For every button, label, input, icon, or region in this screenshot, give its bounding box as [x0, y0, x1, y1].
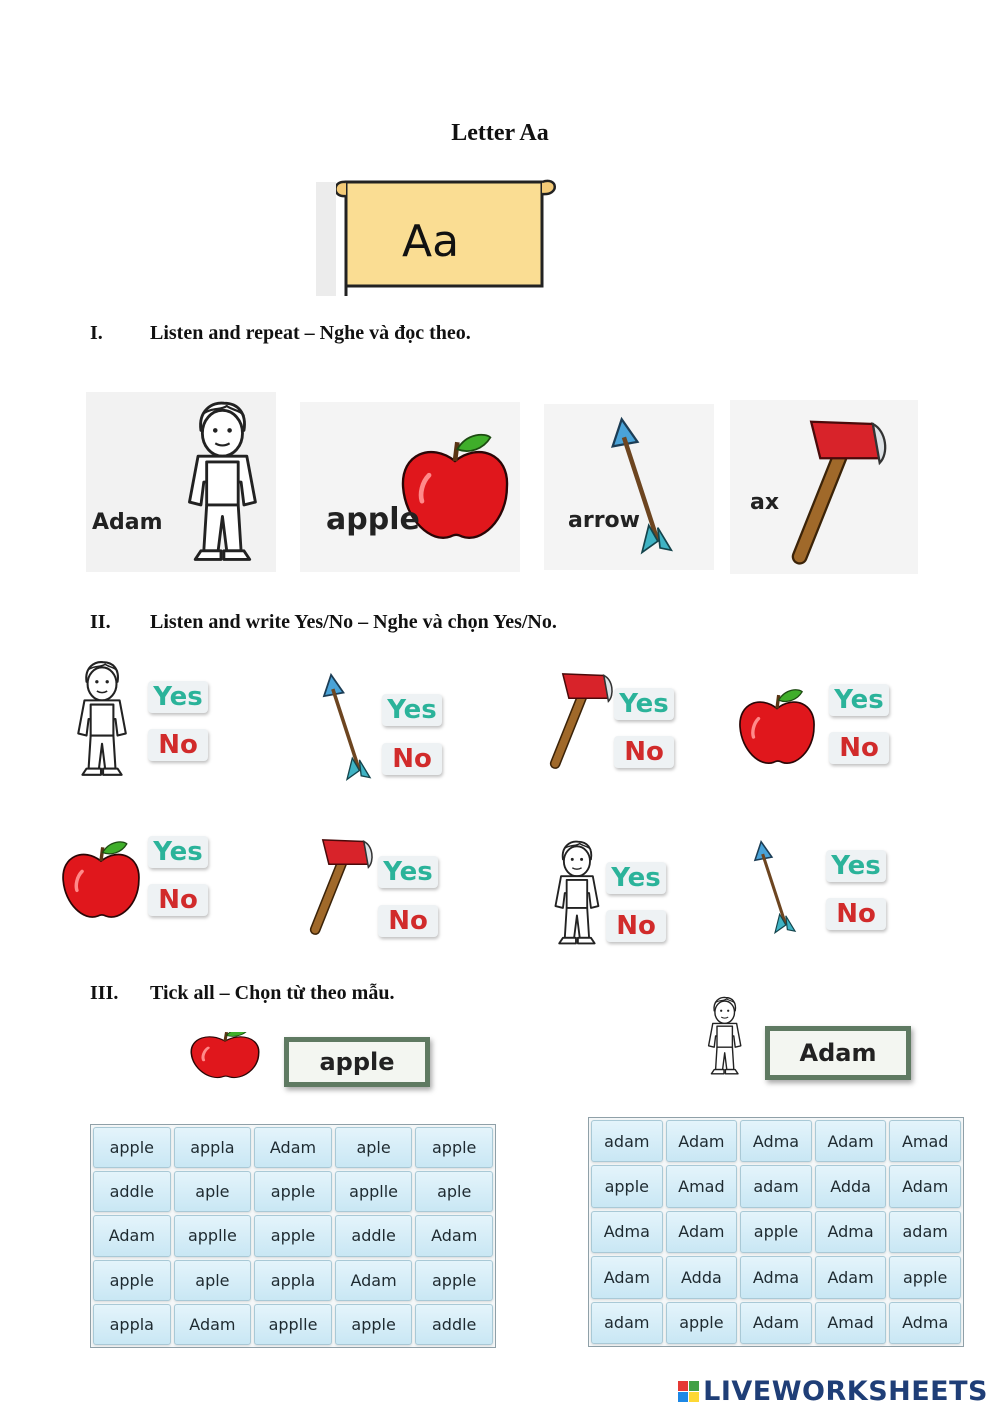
vocab-adam: [86, 392, 276, 572]
word-cell[interactable]: appla: [254, 1260, 332, 1301]
yesno-item: [310, 660, 470, 790]
word-cell[interactable]: Amad: [666, 1165, 738, 1207]
word-cell[interactable]: applle: [174, 1215, 252, 1256]
word-cell[interactable]: aple: [415, 1171, 493, 1212]
vocab-apple: [300, 402, 520, 572]
yesno-item: [540, 660, 700, 790]
vocab-ax: [730, 400, 918, 574]
section-number: II.: [90, 611, 111, 633]
no-button[interactable]: No: [606, 910, 666, 942]
boy-icon: [70, 657, 132, 781]
word-cell[interactable]: Adam: [815, 1120, 887, 1162]
logo-icon: [678, 1381, 699, 1402]
word-cell[interactable]: apple: [335, 1304, 413, 1345]
yesno-item: [300, 828, 460, 948]
word-cell[interactable]: apple: [889, 1256, 961, 1298]
word-cell[interactable]: Adam: [815, 1256, 887, 1298]
word-cell[interactable]: Adda: [666, 1256, 738, 1298]
no-button[interactable]: No: [148, 729, 208, 761]
word-cell[interactable]: apple: [591, 1165, 663, 1207]
example-word-apple: apple: [284, 1037, 430, 1087]
vocab-label: apple: [326, 502, 420, 537]
brand-name: LIVEWORKSHEETS: [703, 1376, 988, 1407]
word-cell[interactable]: addle: [335, 1215, 413, 1256]
arrow-icon: [750, 834, 800, 942]
word-cell[interactable]: Adam: [591, 1256, 663, 1298]
word-cell[interactable]: Adam: [666, 1120, 738, 1162]
section-3-heading: [90, 982, 610, 1008]
word-cell[interactable]: Adma: [815, 1211, 887, 1253]
yes-button[interactable]: Yes: [614, 688, 674, 720]
word-cell[interactable]: Adam: [666, 1211, 738, 1253]
no-button[interactable]: No: [826, 898, 886, 930]
word-cell[interactable]: addle: [93, 1171, 171, 1212]
word-cell[interactable]: applle: [335, 1171, 413, 1212]
word-cell[interactable]: Adma: [740, 1256, 812, 1298]
word-cell[interactable]: aple: [174, 1171, 252, 1212]
boy-icon: [698, 994, 750, 1078]
word-cell[interactable]: adam: [740, 1165, 812, 1207]
word-cell[interactable]: Adda: [815, 1165, 887, 1207]
yes-button[interactable]: Yes: [606, 862, 666, 894]
word-cell[interactable]: adam: [591, 1302, 663, 1344]
word-cell[interactable]: Adam: [889, 1165, 961, 1207]
yesno-item: [735, 668, 905, 778]
word-cell[interactable]: Adam: [93, 1215, 171, 1256]
section-text: Tick all – Chọn từ theo mẫu.: [150, 982, 395, 1004]
yes-button[interactable]: Yes: [826, 850, 886, 882]
word-cell[interactable]: Adam: [174, 1304, 252, 1345]
word-grid-right: [588, 1117, 964, 1347]
word-cell[interactable]: addle: [415, 1304, 493, 1345]
word-cell[interactable]: adam: [889, 1211, 961, 1253]
vocab-label: arrow: [568, 508, 640, 533]
word-cell[interactable]: Adma: [740, 1120, 812, 1162]
yesno-item: [58, 830, 228, 930]
no-button[interactable]: No: [382, 743, 442, 775]
ax-icon: [540, 662, 616, 774]
ax-icon: [300, 828, 376, 940]
word-cell[interactable]: apple: [254, 1215, 332, 1256]
apple-icon: [58, 836, 144, 924]
yesno-item: [548, 834, 708, 954]
word-cell[interactable]: Amad: [889, 1120, 961, 1162]
word-cell[interactable]: apple: [740, 1211, 812, 1253]
ax-icon: [774, 408, 894, 568]
apple-icon: [396, 404, 514, 570]
section-1-heading: [90, 322, 790, 348]
word-cell[interactable]: Adma: [591, 1211, 663, 1253]
scroll-banner: [316, 168, 560, 296]
word-cell[interactable]: Amad: [815, 1302, 887, 1344]
arrow-icon: [606, 408, 678, 566]
no-button[interactable]: No: [829, 732, 889, 764]
arrow-icon: [318, 666, 376, 790]
no-button[interactable]: No: [378, 905, 438, 937]
page-title: Letter Aa: [451, 120, 549, 146]
word-cell[interactable]: Adma: [889, 1302, 961, 1344]
yesno-item: [750, 834, 910, 944]
section-text: Listen and repeat – Nghe và đọc theo.: [150, 322, 471, 344]
word-cell[interactable]: aple: [174, 1260, 252, 1301]
word-cell[interactable]: appla: [174, 1127, 252, 1168]
yes-button[interactable]: Yes: [829, 684, 889, 716]
apple-icon: [735, 684, 819, 770]
yes-button[interactable]: Yes: [382, 694, 442, 726]
word-cell[interactable]: Adam: [740, 1302, 812, 1344]
yes-button[interactable]: Yes: [148, 836, 208, 868]
section-text: Listen and write Yes/No – Nghe và chọn Yes/No.: [150, 611, 557, 633]
boy-icon: [548, 834, 604, 952]
no-button[interactable]: No: [614, 736, 674, 768]
section-2-heading: [90, 611, 850, 637]
word-cell[interactable]: Adam: [415, 1215, 493, 1256]
word-cell[interactable]: appla: [93, 1304, 171, 1345]
word-grid-left: [90, 1124, 496, 1348]
word-cell[interactable]: apple: [93, 1260, 171, 1301]
word-cell[interactable]: adam: [591, 1120, 663, 1162]
word-cell[interactable]: apple: [415, 1127, 493, 1168]
boy-icon: [178, 396, 264, 568]
word-cell[interactable]: Adam: [335, 1260, 413, 1301]
yesno-item: [70, 655, 230, 785]
word-cell[interactable]: aple: [335, 1127, 413, 1168]
yes-button[interactable]: Yes: [378, 856, 438, 888]
word-cell[interactable]: apple: [415, 1260, 493, 1301]
word-cell[interactable]: apple: [93, 1127, 171, 1168]
no-button[interactable]: No: [148, 884, 208, 916]
vocab-label: Adam: [92, 510, 163, 535]
apple-icon: [180, 1032, 270, 1088]
word-cell[interactable]: apple: [254, 1171, 332, 1212]
word-cell[interactable]: Adam: [254, 1127, 332, 1168]
word-cell[interactable]: apple: [666, 1302, 738, 1344]
vocab-arrow: [544, 404, 714, 570]
section-number: III.: [90, 982, 119, 1004]
word-cell[interactable]: applle: [254, 1304, 332, 1345]
brand-logo: [678, 1376, 988, 1407]
example-word-adam: Adam: [765, 1026, 911, 1080]
vocab-label: ax: [750, 490, 780, 515]
section-number: I.: [90, 322, 103, 344]
yes-button[interactable]: Yes: [148, 681, 208, 713]
scroll-letters: Aa: [402, 216, 460, 267]
